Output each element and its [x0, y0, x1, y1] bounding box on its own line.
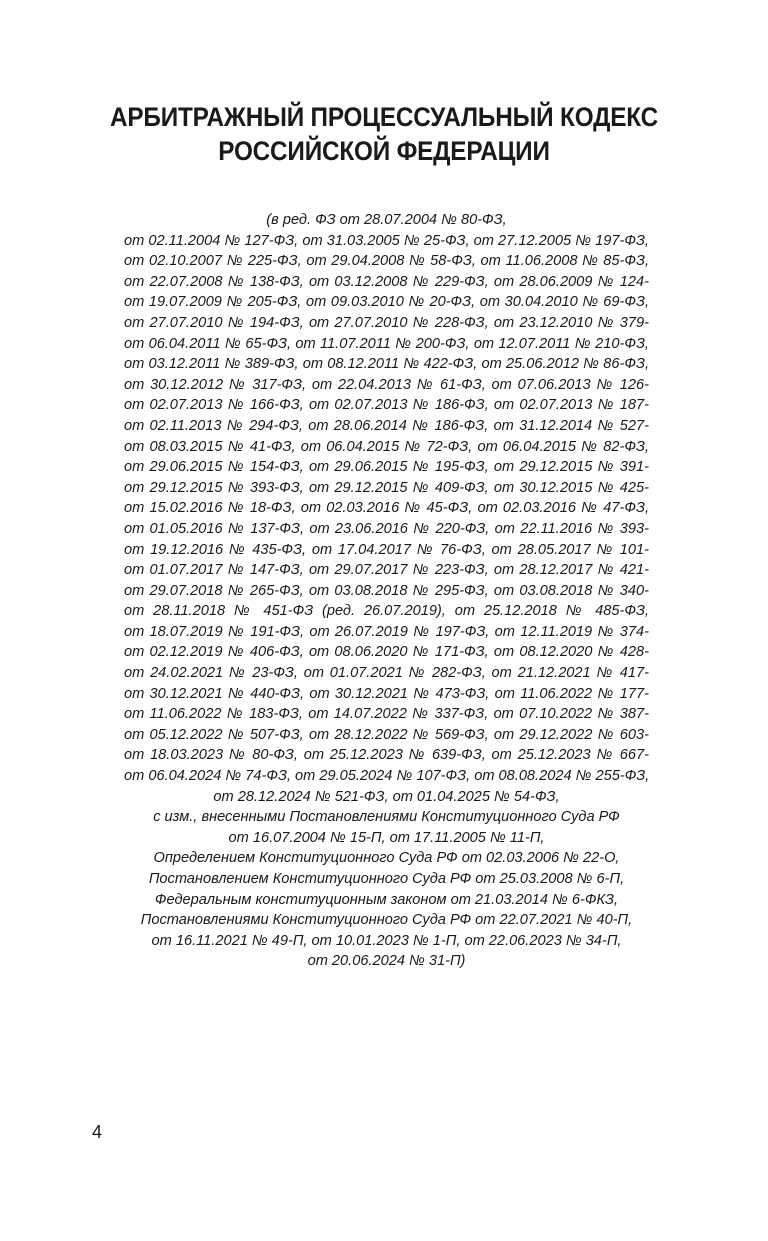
- amendment-line: от 28.11.2018 № 451-ФЗ (ред. 26.07.2019), от 25.12.2018 № 485-ФЗ,: [124, 603, 649, 620]
- document-title-line-2: РОССИЙСКОЙ ФЕДЕРАЦИИ: [218, 136, 550, 166]
- amendment-line: от 02.11.2013 № 294-ФЗ, от 28.06.2014 № 186-ФЗ, от 31.12.2014 № 527-: [124, 417, 649, 434]
- amendment-line: от 16.11.2021 № 49-П, от 10.01.2023 № 1-П, от 22.06.2023 № 34-П,: [151, 932, 622, 949]
- amendment-line: от 05.12.2022 № 507-ФЗ, от 28.12.2022 № 569-ФЗ, от 29.12.2022 № 603-: [124, 726, 649, 743]
- amendment-line: от 02.07.2013 № 166-ФЗ, от 02.07.2013 № 186-ФЗ, от 02.07.2013 № 187-: [124, 397, 649, 414]
- document-title-line-1: АРБИТРАЖНЫЙ ПРОЦЕССУАЛЬНЫЙ КОДЕКС: [110, 102, 658, 132]
- amendment-line: от 29.07.2018 № 265-ФЗ, от 03.08.2018 № 295-ФЗ, от 03.08.2018 № 340-: [124, 582, 649, 599]
- amendment-line: от 29.06.2015 № 154-ФЗ, от 29.06.2015 № 195-ФЗ, от 29.12.2015 № 391-: [124, 459, 649, 476]
- amendment-line: от 18.03.2023 № 80-ФЗ, от 25.12.2023 № 639-ФЗ, от 25.12.2023 № 667-: [124, 747, 649, 764]
- amendment-line: от 27.07.2010 № 194-ФЗ, от 27.07.2010 № 228-ФЗ, от 23.12.2010 № 379-: [124, 314, 649, 331]
- amendment-line: от 02.10.2007 № 225-ФЗ, от 29.04.2008 № 58-ФЗ, от 11.06.2008 № 85-ФЗ,: [124, 253, 649, 270]
- page-number: 4: [92, 1122, 103, 1142]
- amendment-line: от 03.12.2011 № 389-ФЗ, от 08.12.2011 № 422-ФЗ, от 25.06.2012 № 86-ФЗ,: [124, 356, 649, 373]
- amendment-line: Федеральным конституционным законом от 21.03.2014 № 6-ФКЗ,: [154, 891, 619, 908]
- amendment-line: от 16.07.2004 № 15-П, от 17.11.2005 № 11-П,: [228, 829, 545, 846]
- document-title: [38, 100, 729, 168]
- amendment-line: от 11.06.2022 № 183-ФЗ, от 14.07.2022 № 337-ФЗ, от 07.10.2022 № 387-: [124, 706, 649, 723]
- amendment-line: от 01.07.2017 № 147-ФЗ, от 29.07.2017 № 223-ФЗ, от 28.12.2017 № 421-: [124, 562, 649, 579]
- amendment-line: от 06.04.2011 № 65-ФЗ, от 11.07.2011 № 200-ФЗ, от 12.07.2011 № 210-ФЗ,: [124, 335, 649, 352]
- amendment-line: Постановлениями Конституционного Суда РФ от 22.07.2021 № 40-П,: [140, 912, 633, 929]
- amendment-line: (в ред. ФЗ от 28.07.2004 № 80-ФЗ,: [266, 212, 507, 228]
- amendment-line: от 15.02.2016 № 18-ФЗ, от 02.03.2016 № 45-ФЗ, от 02.03.2016 № 47-ФЗ,: [124, 500, 649, 517]
- amendment-line: от 02.12.2019 № 406-ФЗ, от 08.06.2020 № 171-ФЗ, от 08.12.2020 № 428-: [124, 644, 649, 661]
- amendment-line: от 30.12.2021 № 440-ФЗ, от 30.12.2021 № 473-ФЗ, от 11.06.2022 № 177-: [124, 685, 649, 702]
- amendment-line: от 08.03.2015 № 41-ФЗ, от 06.04.2015 № 72-ФЗ, от 06.04.2015 № 82-ФЗ,: [124, 438, 649, 455]
- amendment-line: от 30.12.2012 № 317-ФЗ, от 22.04.2013 № 61-ФЗ, от 07.06.2013 № 126-: [124, 376, 649, 393]
- amendment-line: от 24.02.2021 № 23-ФЗ, от 01.07.2021 № 282-ФЗ, от 21.12.2021 № 417-: [124, 665, 649, 682]
- amendment-line: от 18.07.2019 № 191-ФЗ, от 26.07.2019 № 197-ФЗ, от 12.11.2019 № 374-: [124, 623, 649, 640]
- amendment-line: от 19.12.2016 № 435-ФЗ, от 17.04.2017 № 76-ФЗ, от 28.05.2017 № 101-: [124, 541, 649, 558]
- amendment-line: от 29.12.2015 № 393-ФЗ, от 29.12.2015 № 409-ФЗ, от 30.12.2015 № 425-: [124, 479, 649, 496]
- amendment-line: от 28.12.2024 № 521-ФЗ, от 01.04.2025 № 54-ФЗ,: [213, 788, 560, 805]
- amendment-line: от 20.06.2024 № 31-П): [307, 953, 466, 970]
- amendment-line: с изм., внесенными Постановлениями Конституционного Суда РФ: [153, 809, 620, 826]
- amendments-list: [124, 210, 649, 972]
- amendment-line: Определением Конституционного Суда РФ от 02.03.2006 № 22-О,: [153, 850, 620, 867]
- amendment-line: от 19.07.2009 № 205-ФЗ, от 09.03.2010 № 20-ФЗ, от 30.04.2010 № 69-ФЗ,: [124, 294, 649, 311]
- amendment-line: от 01.05.2016 № 137-ФЗ, от 23.06.2016 № 220-ФЗ, от 22.11.2016 № 393-: [124, 520, 649, 537]
- amendment-line: от 06.04.2024 № 74-ФЗ, от 29.05.2024 № 107-ФЗ, от 08.08.2024 № 255-ФЗ,: [124, 768, 650, 785]
- amendment-line: от 22.07.2008 № 138-ФЗ, от 03.12.2008 № 229-ФЗ, от 28.06.2009 № 124-: [124, 273, 649, 290]
- amendment-line: Постановлением Конституционного Суда РФ от 25.03.2008 № 6-П,: [148, 871, 625, 887]
- amendment-line: от 02.11.2004 № 127-ФЗ, от 31.03.2005 № 25-ФЗ, от 27.12.2005 № 197-ФЗ,: [124, 232, 649, 249]
